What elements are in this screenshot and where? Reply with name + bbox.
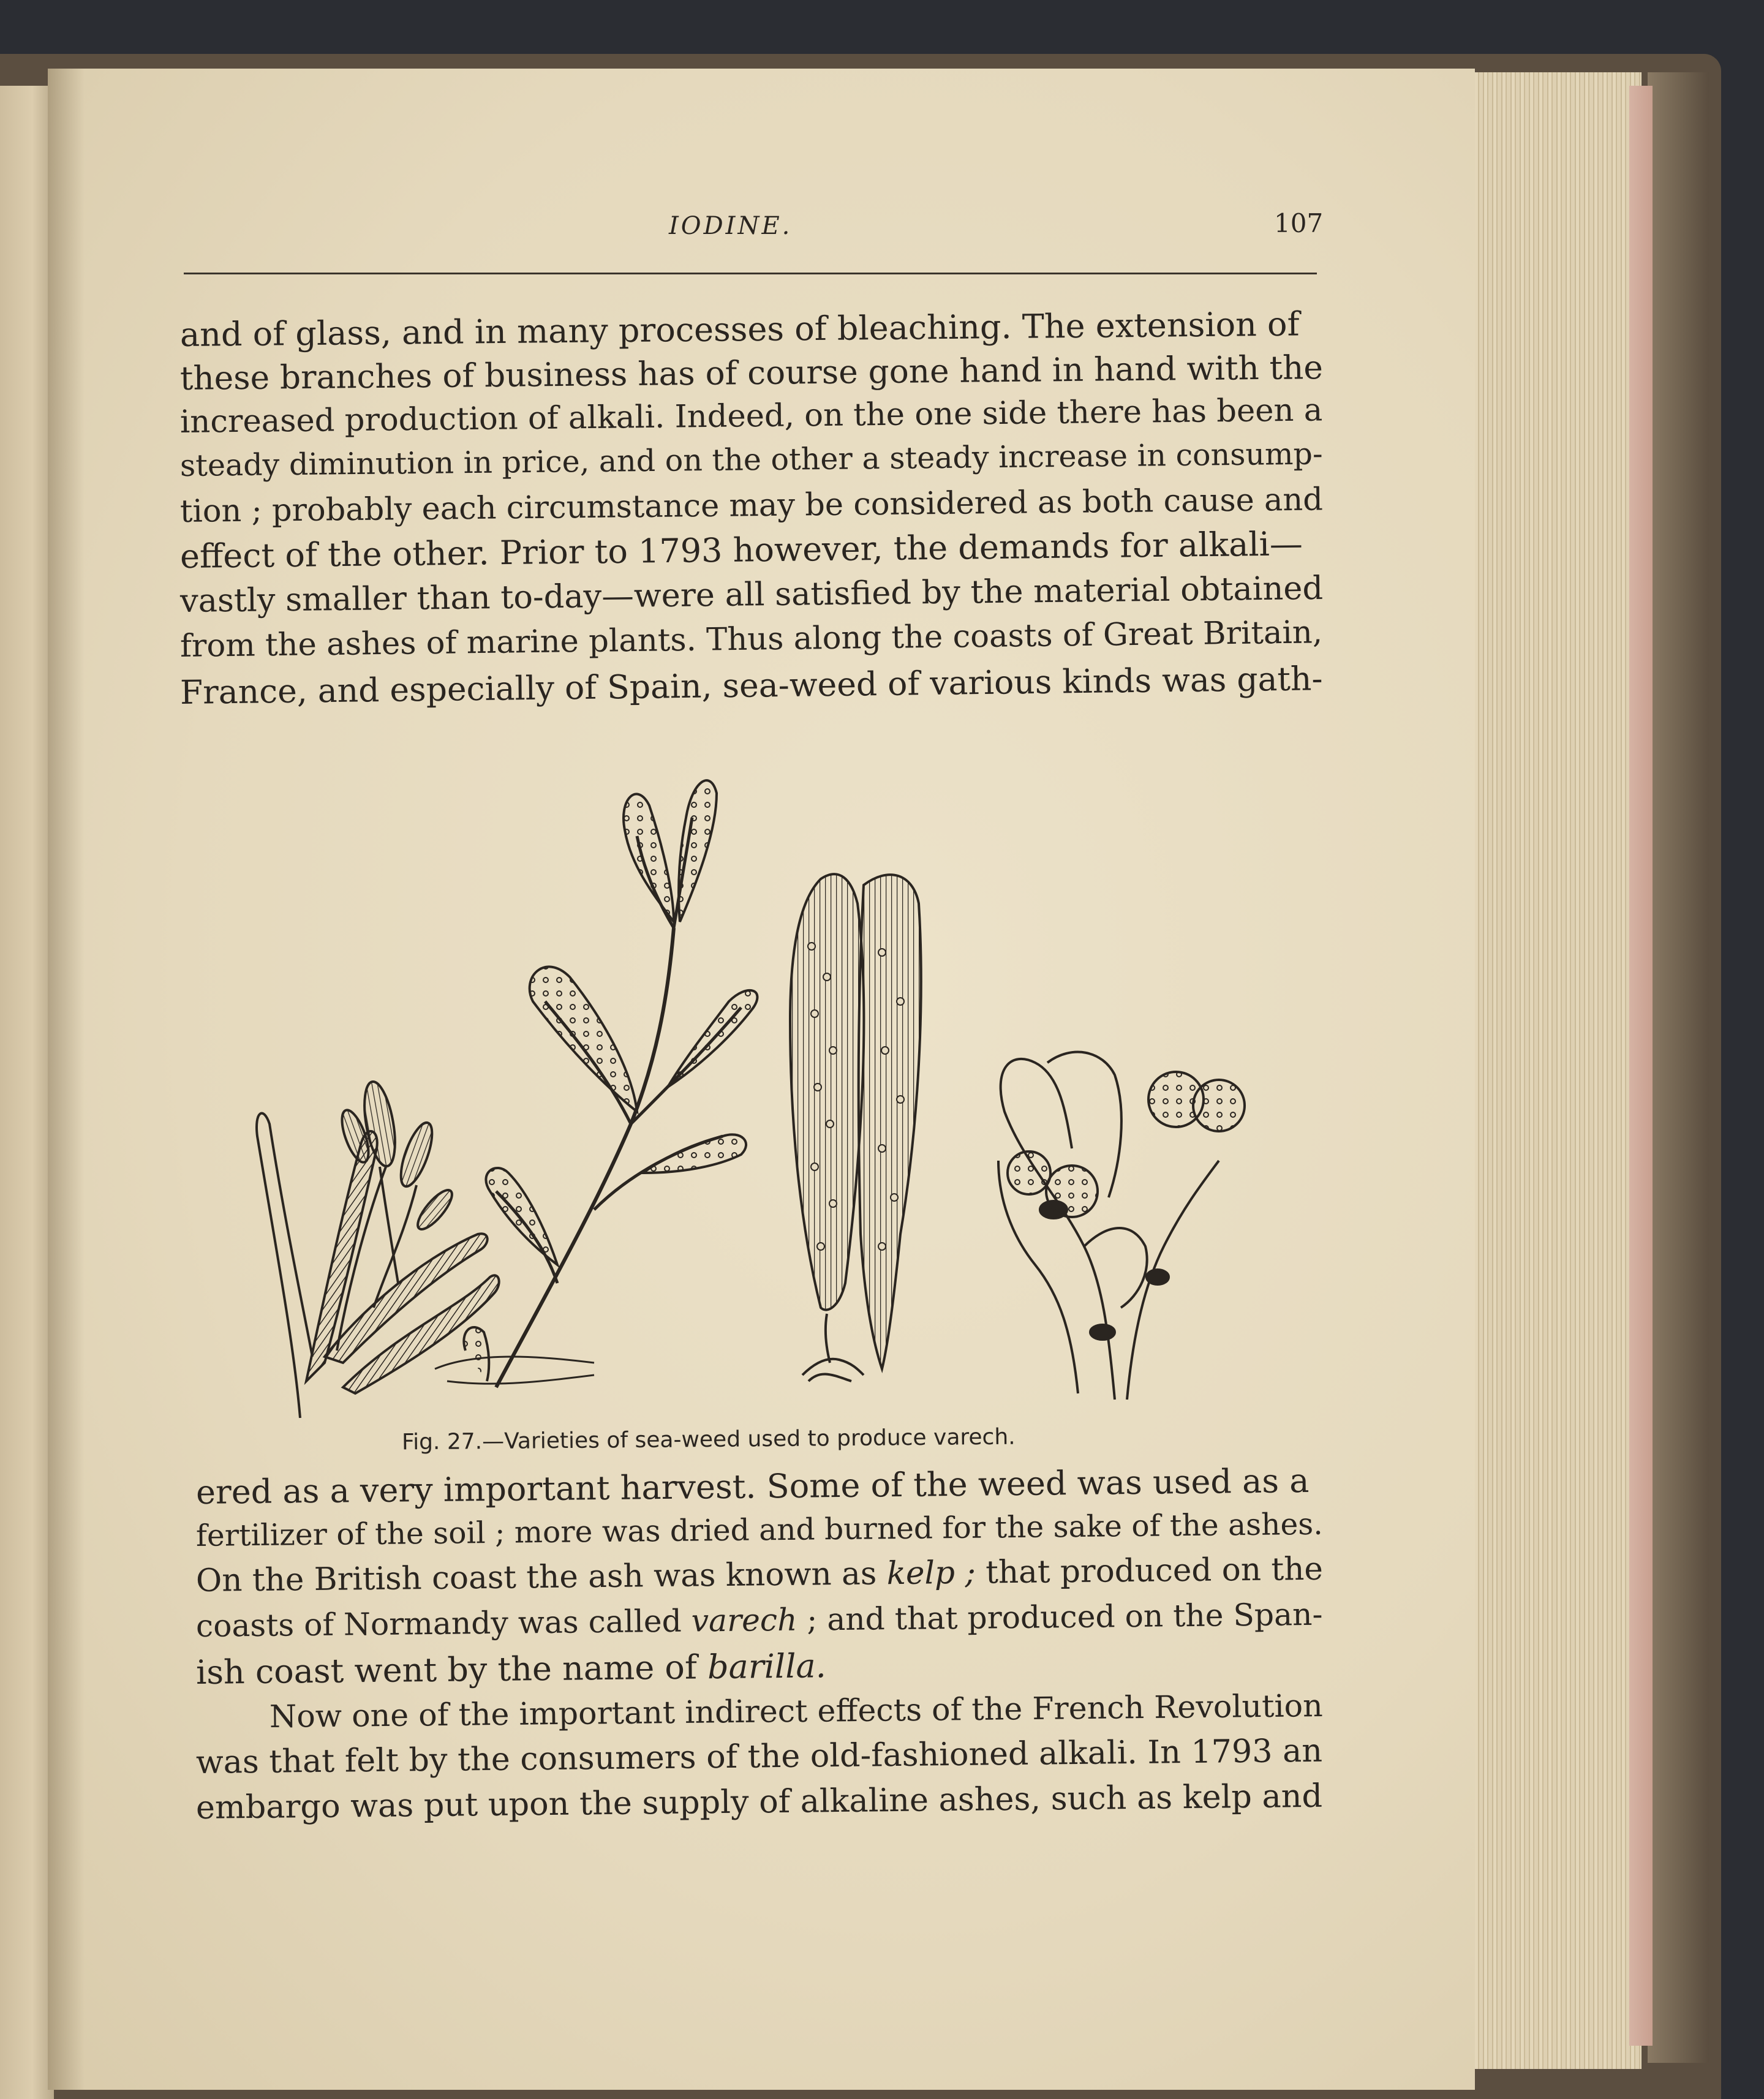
text-line: effect of the other. Prior to 1793 however, the demands for alkali— — [179, 524, 1303, 576]
text-span: that produced on the — [975, 1550, 1324, 1591]
text-line: France, and especially of Spain, sea-weed of various kinds was gath- — [179, 659, 1323, 712]
figure-caption: Fig. 27.—Varieties of sea-weed used to produce varech. — [401, 1424, 1016, 1455]
seaweed-illustration — [202, 744, 1323, 1430]
text-line: steady diminution in price, and on the other a steady increase in consump- — [179, 435, 1323, 483]
page-stack-edge-tinted — [1629, 86, 1653, 2046]
text-span: coasts of Normandy was called — [195, 1602, 692, 1644]
text-line: Now one of the important indirect effects of the French Revolution — [269, 1687, 1323, 1735]
book-cover-edge — [1648, 72, 1709, 2063]
text-span: On the British coast the ash was known as — [195, 1555, 888, 1599]
page-number: 107 — [1274, 208, 1324, 238]
text-span: ; and that produced on the Span- — [797, 1596, 1323, 1638]
text-line: from the ashes of marine plants. Thus along the coasts of Great Britain, — [179, 614, 1323, 665]
text-line: embargo was put upon the supply of alkaline ashes, such as kelp and — [195, 1777, 1323, 1826]
text-line: vastly smaller than to-day—were all satisfied by the material obtained — [179, 569, 1324, 620]
italic-term: barilla. — [707, 1646, 827, 1687]
running-head-title: IODINE. — [669, 212, 793, 240]
italic-term: kelp ; — [886, 1554, 976, 1592]
seaweed-plant-3 — [790, 874, 921, 1381]
text-line: was that felt by the consumers of the old-fashioned alkali. In 1793 an — [195, 1732, 1323, 1781]
text-line: fertilizer of the soil ; more was dried and burned for the sake of the ashes. — [195, 1507, 1323, 1553]
italic-term: varech — [691, 1601, 797, 1639]
text-line: increased production of alkali. Indeed, on the one side there has been a — [179, 392, 1323, 440]
text-span: ish coast went by the name of — [195, 1648, 708, 1692]
page-stack-edge — [1470, 72, 1642, 2069]
header-rule — [184, 273, 1317, 274]
seaweed-plant-1 — [257, 1079, 499, 1418]
text-line: and of glass, and in many processes of bleaching. The extension of — [179, 304, 1300, 354]
left-page-edge — [0, 86, 54, 2099]
text-line: these branches of business has of course gone hand in hand with the — [179, 349, 1324, 398]
text-line — [195, 1646, 827, 1692]
text-line: ered as a very important harvest. Some of the weed was used as a — [195, 1461, 1310, 1512]
seaweed-plant-4 — [998, 1052, 1245, 1400]
page-gutter-shadow — [48, 69, 85, 2090]
text-line: tion ; probably each circumstance may be considered as both cause and — [179, 481, 1324, 530]
